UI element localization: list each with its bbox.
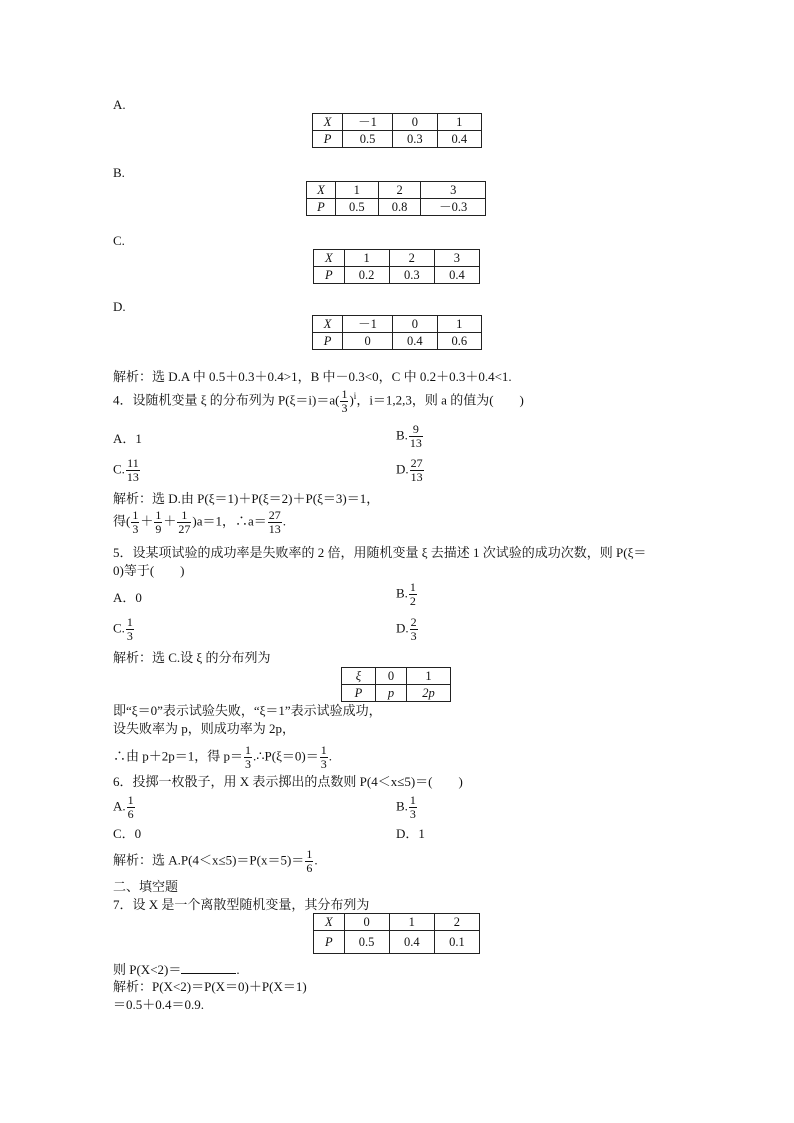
table-cell: 0 bbox=[393, 114, 437, 131]
numerator: 9 bbox=[409, 423, 423, 437]
numerator: 11 bbox=[127, 456, 139, 470]
option-label: B. bbox=[396, 427, 408, 443]
option-label: D. bbox=[396, 620, 409, 636]
table-cell: 0.8 bbox=[378, 199, 421, 216]
table-cell: X bbox=[313, 114, 343, 131]
numerator: 1 bbox=[155, 508, 162, 522]
table-cell: 1 bbox=[389, 914, 434, 931]
table-cell: X bbox=[314, 250, 345, 267]
table-cell: p bbox=[375, 685, 406, 702]
fraction bbox=[268, 509, 282, 536]
question-text: 则 P(X<2)＝ bbox=[113, 962, 182, 977]
q5-analysis-line3: 设失败率为 p，则成功率为 2p， bbox=[113, 721, 296, 736]
table-option-d bbox=[312, 315, 482, 350]
analysis-text: .∴P(ξ＝0)＝ bbox=[253, 748, 319, 764]
numerator: 27 bbox=[410, 456, 423, 470]
table-cell: 0 bbox=[375, 668, 406, 685]
table-cell: P bbox=[313, 333, 343, 350]
table-cell: 1 bbox=[407, 668, 451, 685]
numerator: 27 bbox=[268, 508, 281, 522]
denominator: 27 bbox=[178, 522, 191, 536]
q4-analysis-line2 bbox=[113, 509, 286, 536]
table-cell: 0.5 bbox=[343, 131, 393, 148]
table-row bbox=[313, 131, 482, 148]
numerator: 1 bbox=[177, 509, 191, 523]
q6-option-a bbox=[113, 794, 136, 821]
analysis-text: . bbox=[282, 513, 286, 529]
numerator: 1 bbox=[245, 743, 252, 757]
analysis-text: 得( bbox=[113, 513, 131, 529]
numerator: 1 bbox=[127, 793, 134, 807]
fraction bbox=[154, 509, 162, 536]
table-row bbox=[307, 199, 486, 216]
fraction bbox=[177, 509, 191, 536]
q7-question bbox=[113, 961, 240, 978]
table-cell: 0.5 bbox=[335, 199, 378, 216]
numerator: 1 bbox=[132, 508, 139, 522]
option-label: A. bbox=[113, 798, 126, 814]
analysis-text: ∴由 p＋2p＝1，得 p＝ bbox=[113, 748, 244, 764]
table-cell: －1 bbox=[343, 316, 393, 333]
table-row bbox=[314, 250, 480, 267]
q6-option-d: D．1 bbox=[396, 826, 425, 841]
table-cell: 3 bbox=[434, 250, 479, 267]
table-row bbox=[307, 182, 486, 199]
table-cell: P bbox=[313, 131, 343, 148]
table-option-c bbox=[313, 249, 480, 284]
fraction bbox=[305, 848, 313, 875]
numerator: 1 bbox=[341, 387, 348, 401]
denominator: 9 bbox=[155, 522, 162, 536]
table-row bbox=[313, 114, 482, 131]
q4-option-d bbox=[396, 457, 425, 484]
q5-stem-line1: 5．设某项试验的成功率是失败率的 2 倍，用随机变量 ξ 去描述 1 次试验的成功次数，则 P(ξ＝ bbox=[113, 545, 647, 560]
table-row bbox=[342, 668, 451, 685]
numerator: 1 bbox=[320, 743, 327, 757]
q4-stem-text: ，i＝1,2,3，则 a 的值为( ) bbox=[356, 392, 524, 408]
table-q5-distribution bbox=[341, 667, 451, 702]
option-label: B. bbox=[396, 798, 408, 814]
analysis-text: ＋ bbox=[140, 513, 154, 529]
fraction bbox=[410, 616, 418, 643]
table-cell: 0.4 bbox=[389, 931, 434, 954]
q6-analysis bbox=[113, 848, 318, 875]
option-label: B. bbox=[396, 585, 408, 601]
table-cell: 0.5 bbox=[344, 931, 389, 954]
table-cell: －1 bbox=[343, 114, 393, 131]
denominator: 3 bbox=[245, 757, 252, 771]
table-cell: 0 bbox=[344, 914, 389, 931]
section-heading: 二、填空题 bbox=[113, 879, 179, 894]
denominator: 13 bbox=[409, 436, 422, 450]
table-cell: 0.3 bbox=[393, 131, 437, 148]
table-q7-distribution bbox=[313, 913, 480, 954]
fraction bbox=[126, 616, 134, 643]
table-cell: 0.3 bbox=[389, 267, 434, 284]
table-cell: 0.4 bbox=[434, 267, 479, 284]
q5-option-d bbox=[396, 616, 419, 643]
numerator: 1 bbox=[409, 580, 416, 594]
table-cell: P bbox=[307, 199, 336, 216]
analysis-text: . bbox=[328, 748, 332, 764]
table-cell: 0.4 bbox=[393, 333, 437, 350]
table-row bbox=[314, 931, 480, 954]
q4-option-b bbox=[396, 423, 424, 450]
table-row bbox=[313, 316, 482, 333]
table-option-b bbox=[306, 181, 486, 216]
option-label: C. bbox=[113, 461, 125, 477]
q5-analysis-line4 bbox=[113, 744, 332, 771]
analysis-text: . bbox=[314, 852, 318, 868]
q5-stem-line2: 0)等于( ) bbox=[113, 563, 185, 578]
q7-analysis-line2: ＝0.5＋0.4＝0.9. bbox=[113, 997, 205, 1012]
q5-analysis-line1: 解析：选 C.设 ξ 的分布列为 bbox=[113, 650, 271, 665]
table-cell: 0.2 bbox=[344, 267, 389, 284]
q7-stem: 7．设 X 是一个离散型随机变量，其分布列为 bbox=[113, 897, 370, 912]
table-option-a bbox=[312, 113, 482, 148]
table-cell: 1 bbox=[335, 182, 378, 199]
q4-stem-text: ) bbox=[349, 392, 354, 408]
q4-option-a: A．1 bbox=[113, 431, 142, 446]
table-cell: X bbox=[314, 914, 345, 931]
numerator: 1 bbox=[409, 793, 416, 807]
denominator: 3 bbox=[132, 522, 139, 536]
q3-analysis: 解析：选 D.A 中 0.5＋0.3＋0.4>1，B 中－0.3<0，C 中 0.2＋0.3＋0.4<1. bbox=[113, 369, 512, 384]
q6-option-b bbox=[396, 794, 418, 821]
option-label: C. bbox=[113, 620, 125, 636]
table-row bbox=[314, 267, 480, 284]
fraction bbox=[410, 457, 424, 484]
denominator: 3 bbox=[320, 757, 327, 771]
option-c-label: C. bbox=[113, 233, 125, 248]
table-cell: 1 bbox=[437, 114, 481, 131]
fraction bbox=[127, 794, 135, 821]
denominator: 3 bbox=[409, 807, 416, 821]
table-row bbox=[342, 685, 451, 702]
table-cell: 3 bbox=[421, 182, 486, 199]
q6-stem: 6．投掷一枚骰子，用 X 表示掷出的点数则 P(4＜x≤5)＝( ) bbox=[113, 774, 463, 789]
q4-option-c bbox=[113, 457, 141, 484]
option-b-label: B. bbox=[113, 165, 125, 180]
table-cell: 0 bbox=[343, 333, 393, 350]
table-cell: 2 bbox=[389, 250, 434, 267]
denominator: 13 bbox=[410, 470, 423, 484]
table-cell: 2 bbox=[434, 914, 479, 931]
fraction bbox=[131, 509, 139, 536]
q6-option-c: C．0 bbox=[113, 826, 142, 841]
fraction bbox=[340, 388, 348, 415]
table-cell: P bbox=[314, 267, 345, 284]
q5-option-c bbox=[113, 616, 135, 643]
table-cell: P bbox=[342, 685, 376, 702]
option-d-label: D. bbox=[113, 299, 126, 314]
answer-blank[interactable] bbox=[181, 961, 236, 974]
option-label: D. bbox=[396, 461, 409, 477]
fraction bbox=[244, 744, 252, 771]
table-cell: 0.4 bbox=[437, 131, 481, 148]
q7-analysis-line1: 解析：P(X<2)＝P(X＝0)＋P(X＝1) bbox=[113, 979, 307, 994]
q4-stem-text: 4．设随机变量 ξ 的分布列为 P(ξ＝i)＝a( bbox=[113, 392, 340, 408]
denominator: 13 bbox=[268, 522, 281, 536]
table-cell: 0.6 bbox=[437, 333, 481, 350]
denominator: 6 bbox=[127, 807, 134, 821]
denominator: 6 bbox=[306, 861, 313, 875]
analysis-text: )a＝1，∴a＝ bbox=[192, 513, 267, 529]
table-row bbox=[314, 914, 480, 931]
analysis-text: ＋ bbox=[163, 513, 177, 529]
q4-stem bbox=[113, 388, 524, 415]
analysis-text: 解析：选 A.P(4＜x≤5)＝P(x＝5)＝ bbox=[113, 852, 305, 868]
fraction bbox=[409, 581, 417, 608]
denominator: 3 bbox=[126, 629, 133, 643]
q5-analysis-line2: 即“ξ＝0”表示试验失败，“ξ＝1”表示试验成功， bbox=[113, 703, 382, 718]
denominator: 2 bbox=[409, 594, 416, 608]
fraction bbox=[409, 423, 423, 450]
denominator: 3 bbox=[341, 401, 348, 415]
q4-analysis-line1: 解析：选 D.由 P(ξ＝1)＋P(ξ＝2)＋P(ξ＝3)＝1， bbox=[113, 491, 380, 506]
fraction bbox=[320, 744, 328, 771]
fraction bbox=[126, 457, 140, 484]
q5-option-b bbox=[396, 581, 418, 608]
denominator: 3 bbox=[410, 629, 417, 643]
numerator: 1 bbox=[126, 615, 133, 629]
q5-option-a: A．0 bbox=[113, 590, 142, 605]
numerator: 1 bbox=[306, 847, 313, 861]
table-cell: －0.3 bbox=[421, 199, 486, 216]
denominator: 13 bbox=[126, 470, 139, 484]
table-cell: 0 bbox=[393, 316, 437, 333]
table-cell: X bbox=[313, 316, 343, 333]
table-cell: X bbox=[307, 182, 336, 199]
table-cell: 1 bbox=[437, 316, 481, 333]
table-cell: 0.1 bbox=[434, 931, 479, 954]
fraction bbox=[409, 794, 417, 821]
table-cell: P bbox=[314, 931, 345, 954]
option-a-label: A. bbox=[113, 97, 126, 112]
table-row bbox=[313, 333, 482, 350]
table-cell: 1 bbox=[344, 250, 389, 267]
numerator: 2 bbox=[410, 615, 417, 629]
table-cell: 2p bbox=[407, 685, 451, 702]
question-text: . bbox=[236, 962, 240, 977]
exponent: i bbox=[353, 391, 357, 402]
table-cell: 2 bbox=[378, 182, 421, 199]
table-cell: ξ bbox=[342, 668, 376, 685]
